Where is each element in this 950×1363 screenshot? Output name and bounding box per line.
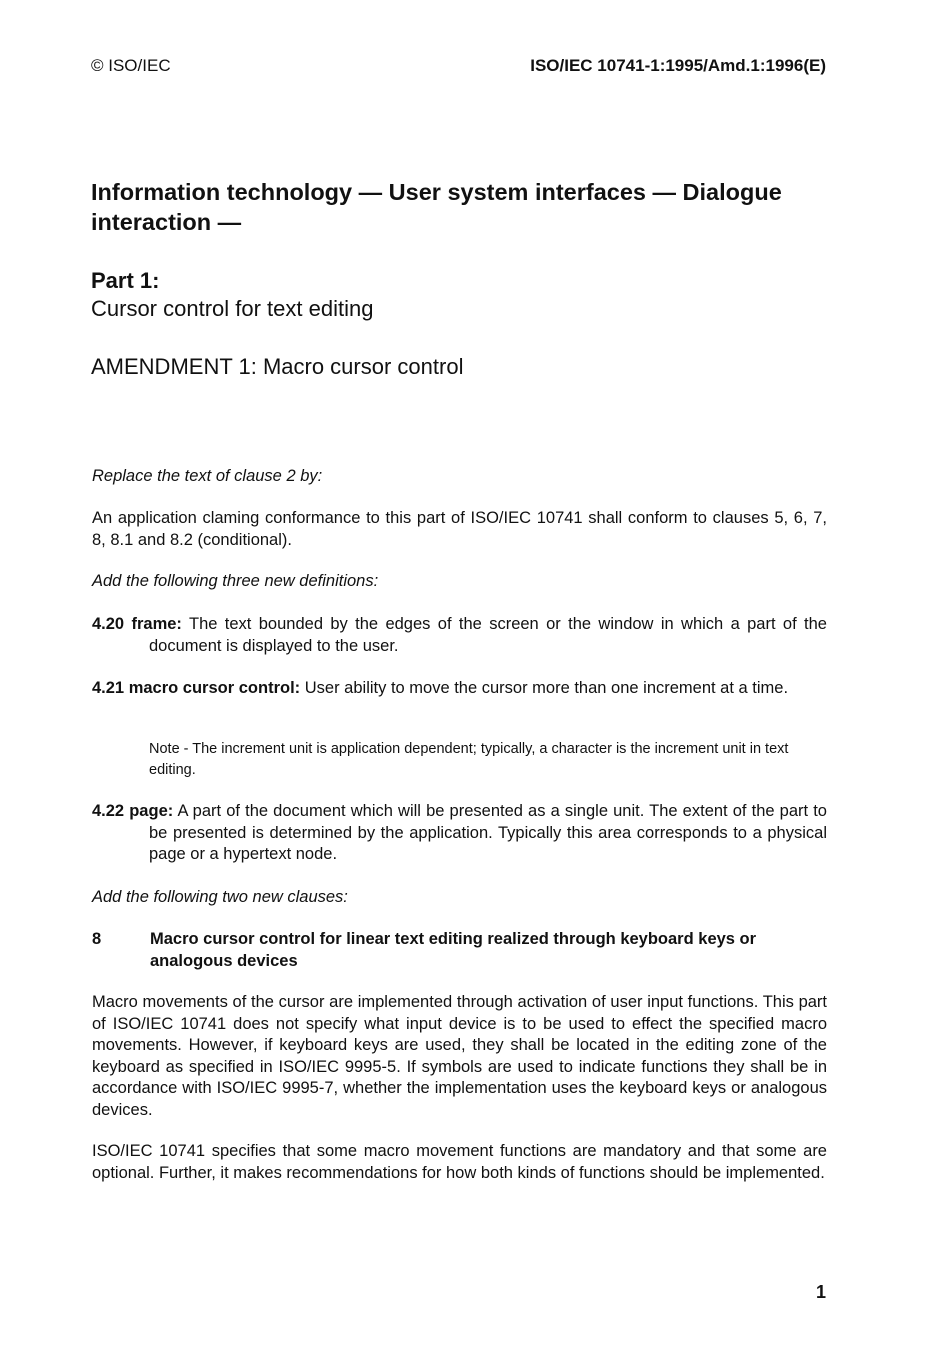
instruction-replace-clause2: Replace the text of clause 2 by: bbox=[92, 467, 323, 485]
header-standard-id: ISO/IEC 10741-1:1995/Amd.1:1996(E) bbox=[530, 56, 826, 75]
instruction-add-definitions: Add the following three new definitions: bbox=[92, 572, 379, 590]
clause-title: Macro cursor control for linear text editing realized through keyboard keys or analogous devices bbox=[150, 930, 757, 970]
definition-term: 4.21 macro cursor control: bbox=[92, 679, 301, 697]
note-increment-unit: Note - The increment unit is application dependent; typically, a character is the increment unit in text editing. bbox=[149, 741, 789, 778]
header-copyright: © ISO/IEC bbox=[91, 56, 171, 75]
body-paragraph-2: ISO/IEC 10741 specifies that some macro movement functions are mandatory and that some are optional. Further, it makes recommendations for how both kinds of functions should be implemented. bbox=[92, 1142, 827, 1182]
instruction-add-clauses: Add the following two new clauses: bbox=[92, 888, 348, 906]
part-subtitle: Cursor control for text editing bbox=[91, 296, 374, 321]
definition-text: A part of the document which will be presented as a single unit. The extent of the part to be presented is determined by the application. Typically this area corresponds to a physical page or a hypertext node. bbox=[149, 802, 827, 863]
conformance-paragraph: An application claming conformance to this part of ISO/IEC 10741 shall conform to clauses 5, 6, 7, 8, 8.1 and 8.2 (conditional). bbox=[92, 509, 827, 549]
definition-page bbox=[92, 801, 827, 866]
definition-frame bbox=[92, 614, 827, 657]
body-paragraph-1: Macro movements of the cursor are implemented through activation of user input functions. This part of ISO/IEC 10741 does not specify what input device is to be used to effect the specified macro movements. However, if keyboard keys are used, they shall be located in the editing zone of the keyboard as specified in ISO/IEC 9995-5. If symbols are used to indicate functions they shall be in accordance with ISO/IEC 9995-7, whether the implementation uses the keyboard keys or analogous devices. bbox=[92, 993, 827, 1119]
clause-8-heading bbox=[92, 929, 827, 972]
definition-term: 4.22 page: bbox=[92, 802, 174, 820]
amendment-title: AMENDMENT 1: Macro cursor control bbox=[91, 354, 464, 379]
definition-term: 4.20 frame: bbox=[92, 615, 182, 633]
document-title: Information technology — User system interfaces — Dialogue interaction — bbox=[91, 179, 782, 235]
page-number: 1 bbox=[815, 1282, 826, 1302]
clause-number: 8 bbox=[92, 930, 102, 948]
definition-text: The text bounded by the edges of the screen or the window in which a part of the document is displayed to the user. bbox=[149, 615, 827, 655]
part-label: Part 1: bbox=[91, 268, 160, 293]
definition-macro-cursor-control bbox=[92, 678, 827, 700]
definition-text: User ability to move the cursor more than one increment at a time. bbox=[304, 679, 789, 697]
